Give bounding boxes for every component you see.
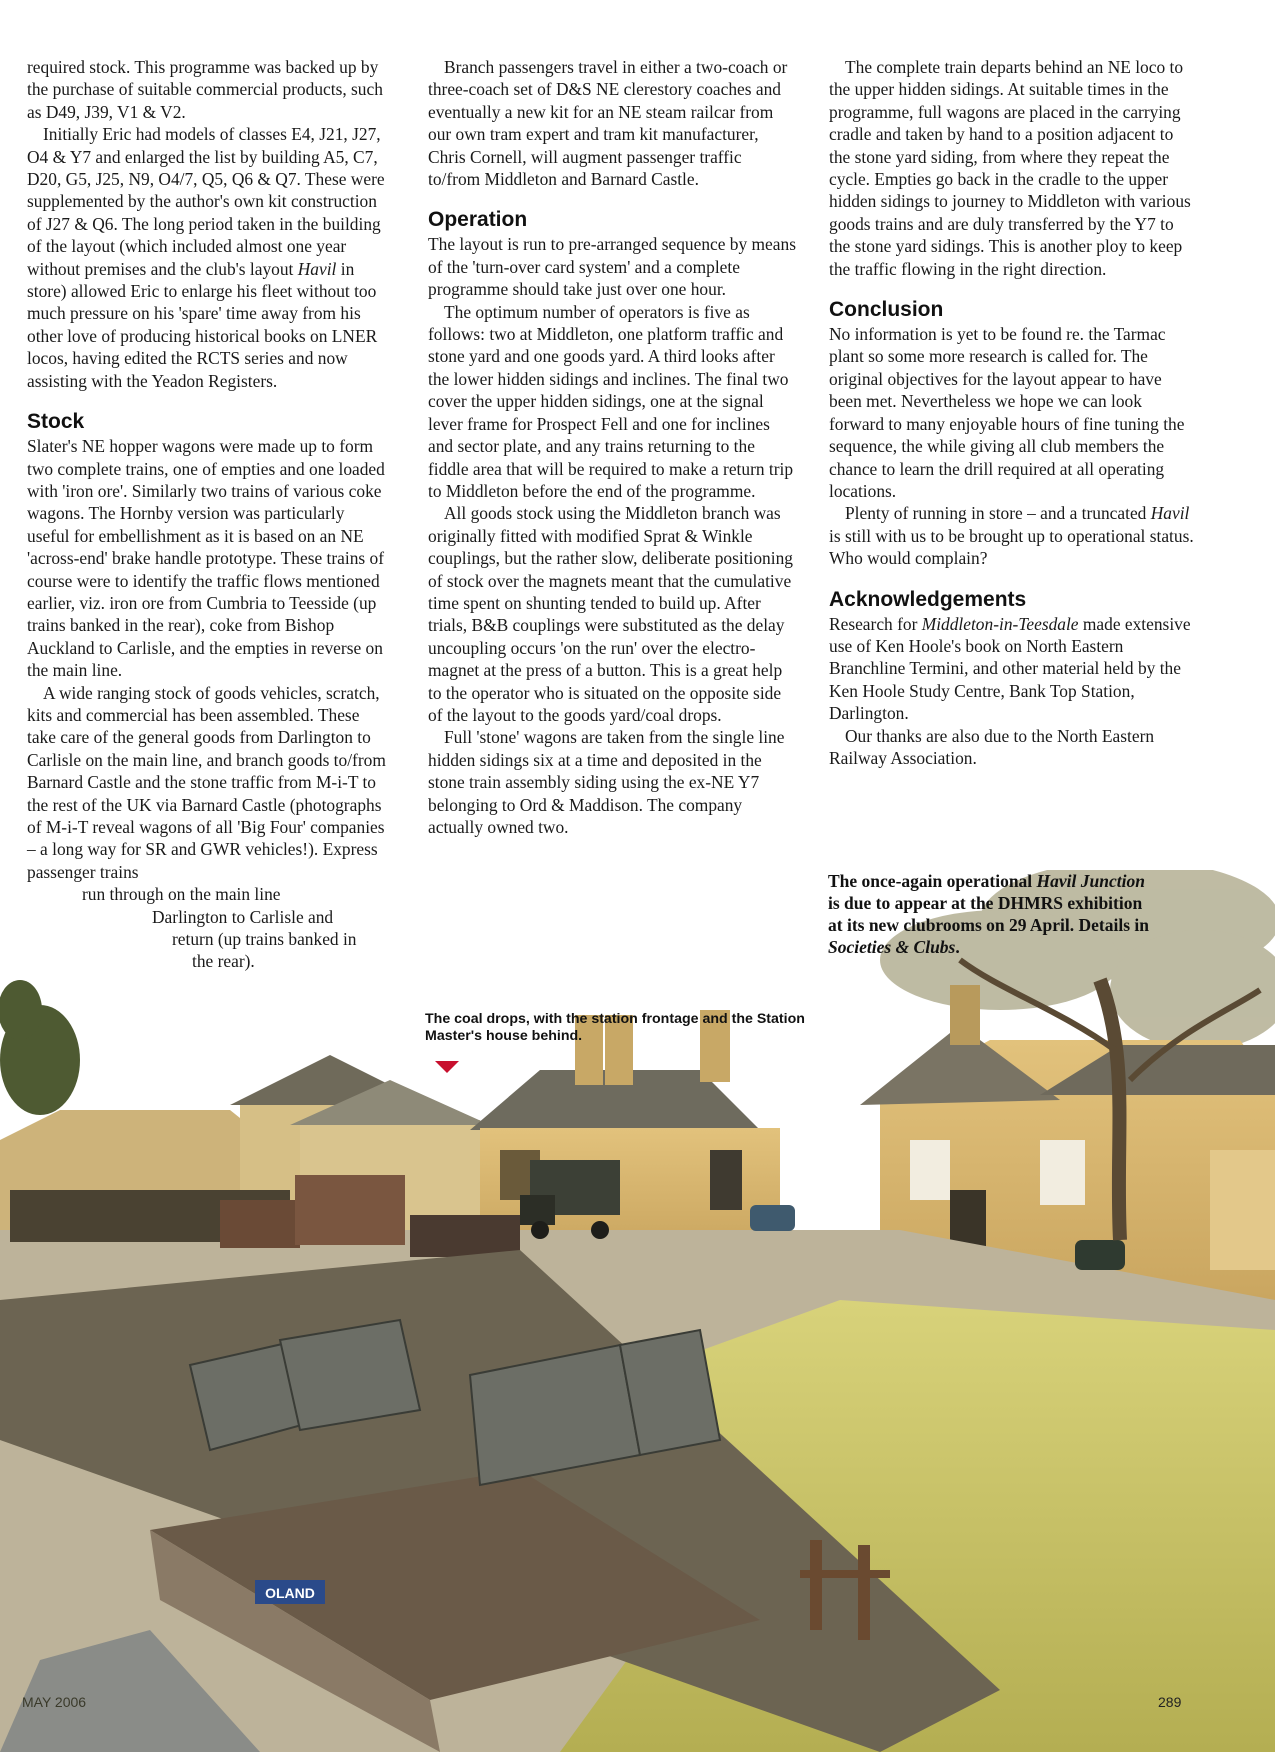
paragraph-line: run through on the main line xyxy=(82,884,281,905)
heading-conclusion: Conclusion xyxy=(829,298,944,322)
paragraph: Our thanks are also due to the North Eastern Railway Association. xyxy=(829,725,1155,768)
column-2 xyxy=(428,56,796,838)
svg-text:OLAND: OLAND xyxy=(265,1585,315,1601)
caption-arrow-icon xyxy=(435,1061,459,1073)
exhibition-notice: The once-again operational Havil Junction is due to appear at the DHMRS exhibition at its new clubrooms on 29 April. Details in Societies & Clubs. xyxy=(828,871,1150,957)
heading-operation: Operation xyxy=(428,208,528,232)
paragraph: No information is yet to be found re. the Tarmac plant so some more research is called for. The original objectives for the layout appear to have been met. Nevertheless we hope we can look forward to many enjoyable hours of fine tuning the sequence, the while giving all club members the chance to learn the drill required at all operating locations. xyxy=(829,324,1185,501)
paragraph: required stock. This programme was backed up by the purchase of suitable commercial products, such as D49, J39, V1 & V2. xyxy=(27,57,383,122)
column-3 xyxy=(829,56,1197,769)
paragraph: The optimum number of operators is five as follows: two at Middleton, one platform traffic and stone yard and one goods yard. A third looks after the lower hidden sidings and inclines. The final two cover the upper hidden sidings, one at the signal lever frame for Prospect Fell and one for inclines and sector plate, and any trains returning to the fiddle area that will be required to make a return trip to Middleton before the end of the programme. xyxy=(428,301,794,501)
paragraph: Plenty of running in store – and a truncated Havil is still with us to be brought up to operational status. Who would complain? xyxy=(829,503,1194,569)
paragraph-line: the rear). xyxy=(192,951,255,972)
paragraph-line: Darlington to Carlisle and xyxy=(152,906,334,927)
paragraph: Branch passengers travel in either a two-coach or three-coach set of D&S NE clerestory coaches and eventually a new kit for an NE steam railcar from our own tram expert and tram kit manufacturer, Chris Cornell, will augment passenger traffic to/from Middleton and Barnard Castle. xyxy=(428,57,788,190)
heading-stock: Stock xyxy=(27,410,85,434)
paragraph: Slater's NE hopper wagons were made up to form two complete trains, one of empties and one loaded with 'iron ore'. Similarly two trains of various coke wagons. The Hornby version was particularly useful for embellishment as it is based on an NE 'across-end' brake handle prototype. These trains of course were to identify the traffic flows mentioned earlier, viz. iron ore from Cumbria to Teesside (up trains banked in the rear), coke from Bishop Auckland to Carlisle, and the empties in reverse on the main line. xyxy=(27,436,385,681)
paragraph: The complete train departs behind an NE loco to the upper hidden sidings. At suitable times in the programme, full wagons are placed in the carrying cradle and taken by hand to a position adjacent to the stone yard siding, from where they repeat the cycle. Empties go back in the cradle to the upper hidden sidings to journey to Middleton with various goods trains and are duly transferred by the Y7 to the stone yard sidings. This is another ploy to keep the traffic flowing in the right direction. xyxy=(829,57,1191,279)
paragraph: Research for Middleton-in-Teesdale made extensive use of Ken Hoole's book on North Eastern Branchline Termini, and other material held by the Ken Hoole Study Centre, Bank Top Station, Darlington. xyxy=(829,613,1191,724)
column-1 xyxy=(27,56,387,973)
paragraph: Initially Eric had models of classes E4, J21, J27, O4 & Y7 and enlarged the list by building A5, C7, D20, G5, J25, N9, O4/7, Q5, Q6 & Q7. These were supplemented by the author's own kit construction of J27 & Q6. The long period taken in the building of the layout (which included almost one year without premises and the club's layout Havil in store) allowed Eric to enlarge his fleet without too much pressure on his 'spare' time away from his other love of producing historical books on LNER locos, having edited the RCTS series and now assisting with the Yeadon Registers. xyxy=(27,124,385,391)
paragraph: A wide ranging stock of goods vehicles, scratch, kits and commercial has been assembled. These take care of the general goods from Darlington to Carlisle on the main line, and branch goods to/from Barnard Castle and the stone traffic from M-i-T to the rest of the UK via Barnard Castle (photographs of M-i-T reveal wagons of all 'Big Four' companies – a long way for SR and GWR vehicles!). Express passenger trains xyxy=(27,682,386,882)
layout-photograph xyxy=(0,870,1275,1752)
paragraph-line: return (up trains banked in xyxy=(172,929,357,950)
issue-date: MAY 2006 xyxy=(22,1694,87,1710)
paragraph: All goods stock using the Middleton branch was originally fitted with modified Sprat & Winkle couplings, but the rather slow, deliberate positioning of stock over the magnets meant that the cumulative time spent on shunting tended to build up. After trials, B&B couplings were substituted as the delay uncoupling occurs 'on the run' over the electro-magnet at the press of a button. This is a great help to the operator who is situated on the opposite side of the layout to the goods yard/coal drops. xyxy=(428,503,793,725)
paragraph: The layout is run to pre-arranged sequence by means of the 'turn-over card system' and a complete programme should take just over one hour. xyxy=(428,234,796,300)
paragraph: Full 'stone' wagons are taken from the single line hidden sidings six at a time and deposited in the stone train assembly siding using the ex-NE Y7 belonging to Ord & Maddison. The company actually owned two. xyxy=(428,727,785,837)
oland-sign xyxy=(255,1580,325,1604)
heading-acknowledgements: Acknowledgements xyxy=(829,587,1027,611)
page-number: 289 xyxy=(1158,1694,1182,1710)
photo-caption: The coal drops, with the station frontage and the Station Master's house behind. xyxy=(425,1011,805,1044)
